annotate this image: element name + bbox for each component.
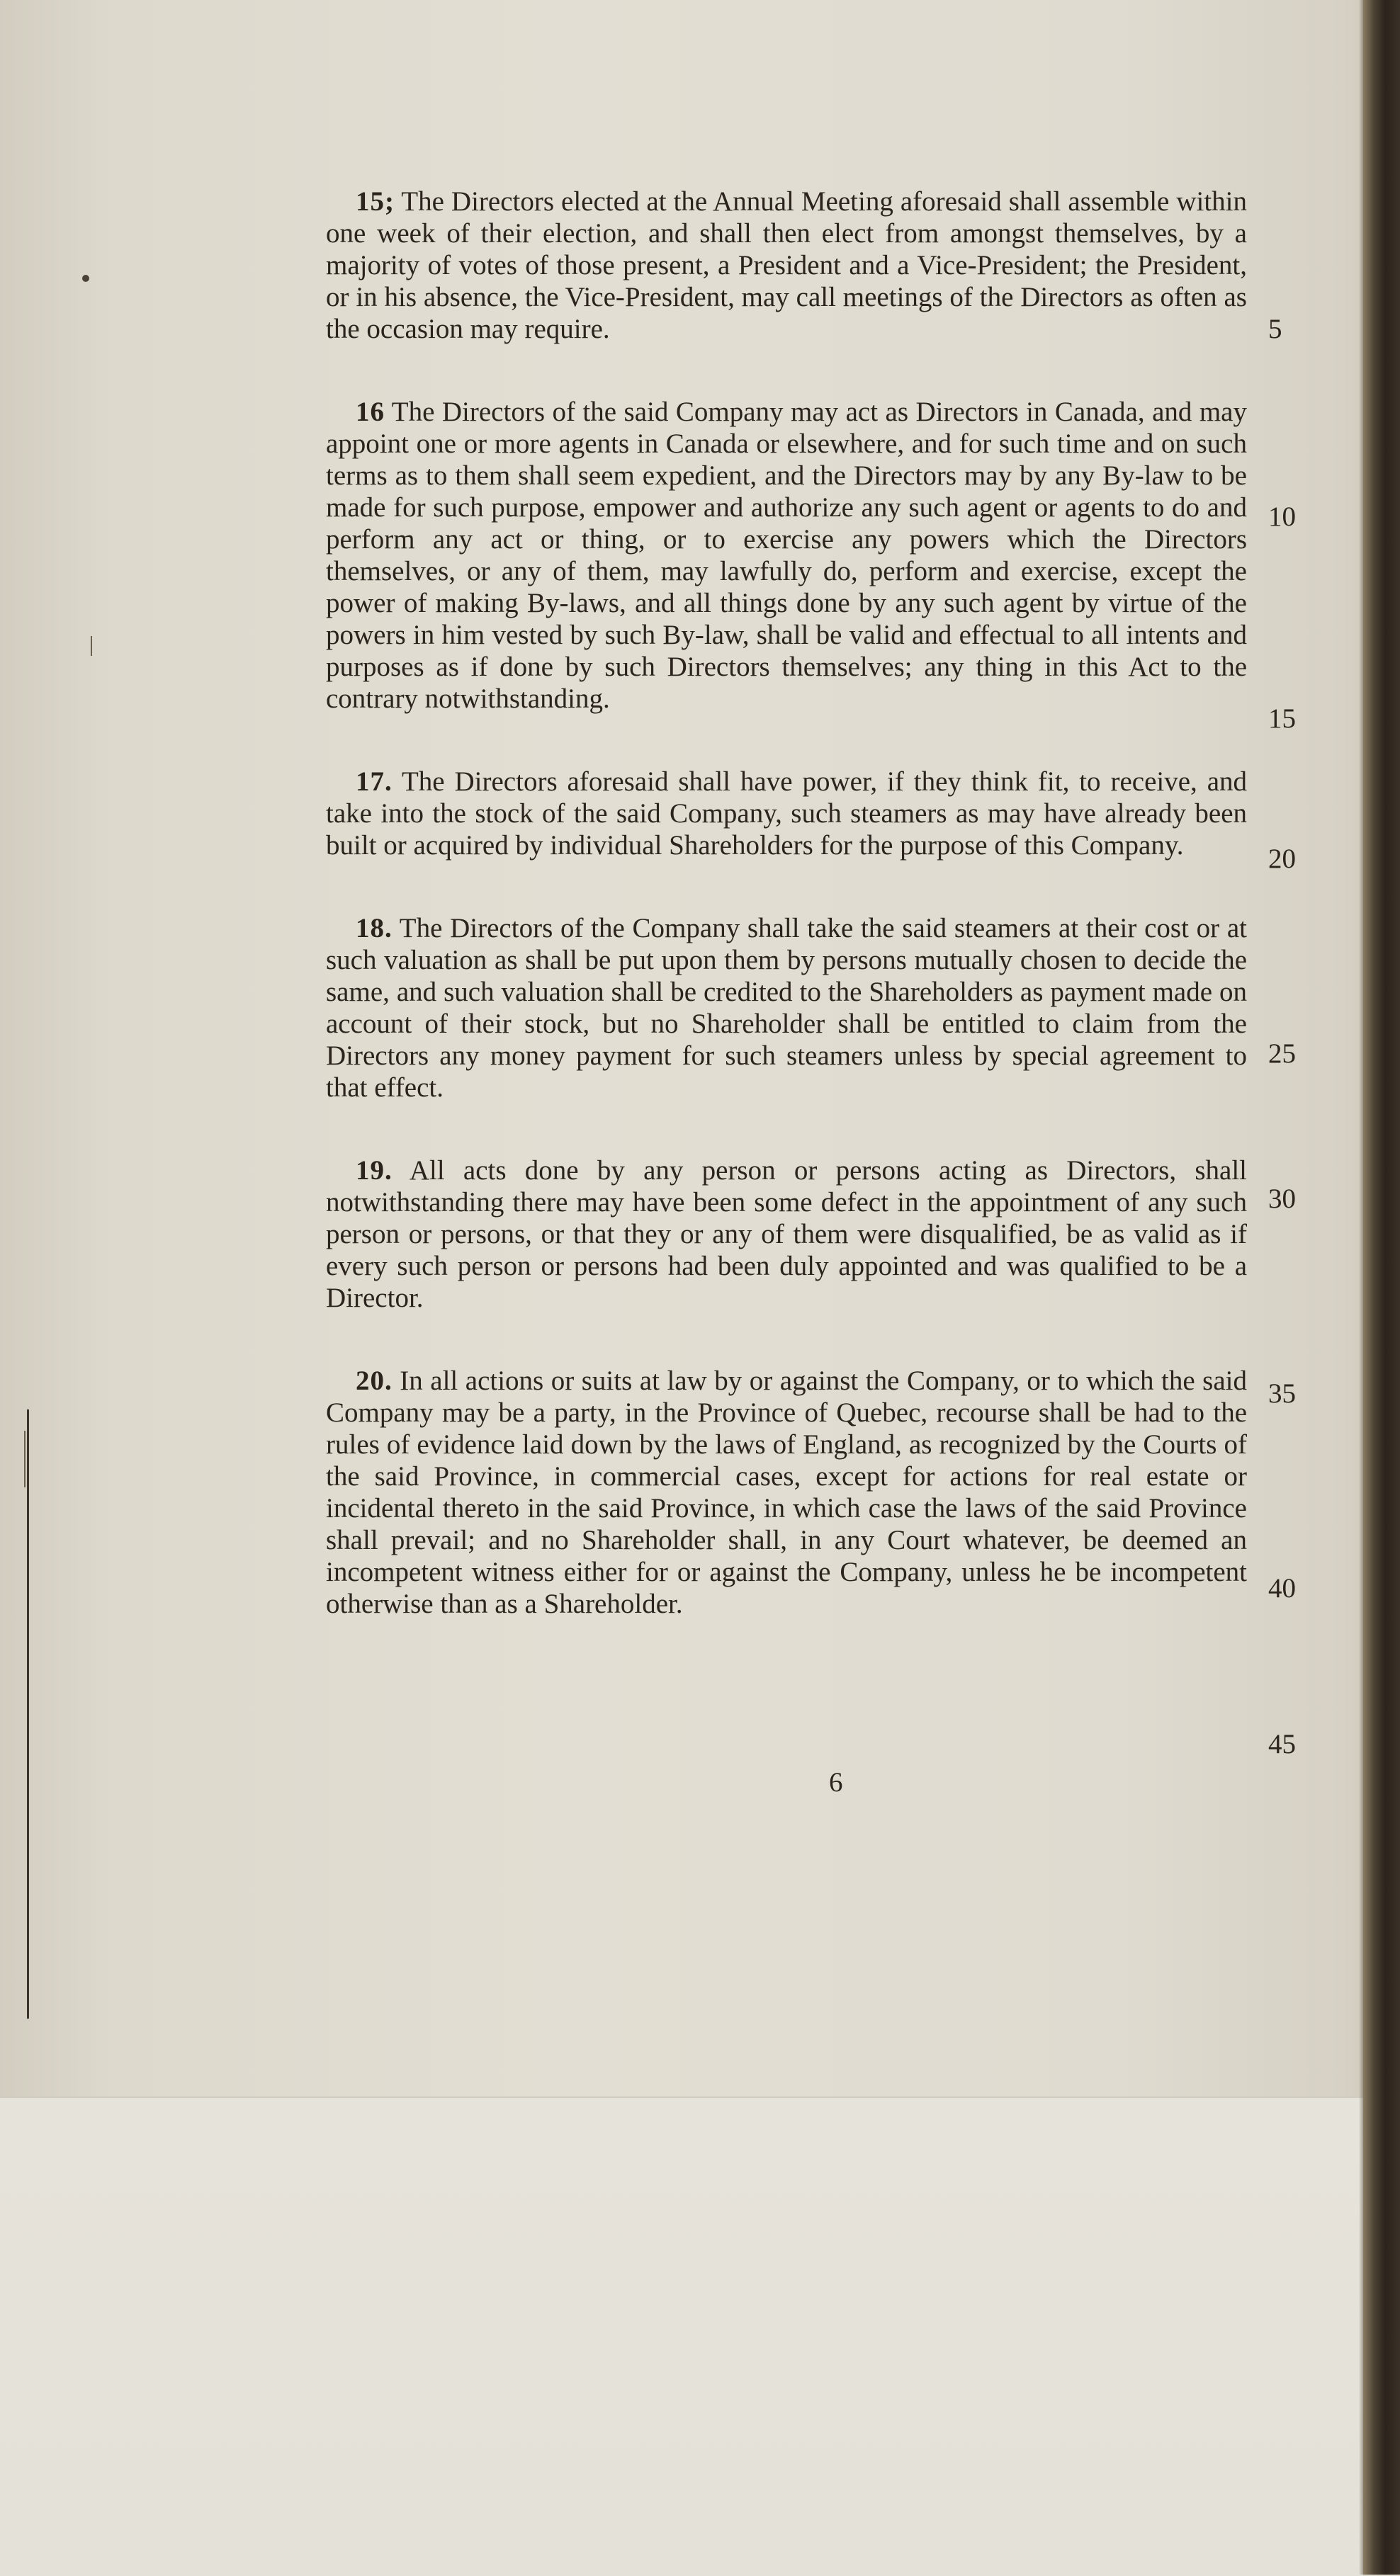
line-number: 35 [1268,1378,1296,1409]
margin-tick [91,636,92,656]
section-body: The Directors aforesaid shall have power, if they think fit, to receive, and take into the stock of the said Company, such steamers as may have already been built or acquired by individual Shareholders for the purpose of this Company. [326,766,1248,861]
line-number: 45 [1268,1729,1296,1759]
line-number: 20 [1268,844,1296,874]
section-15 [326,186,1247,345]
section-body: In all actions or suits at law by or against the Company, or to which the said Company may be a party, in the Province of Quebec, recourse shall be had to the rules of evidence laid down by the laws of England, as recognized by the Courts of the said Province, in commercial cases, except for actions for real estate or incidental thereto in the said Province, in which case the laws of the said Province shall prevail; and no Shareholder shall, in any Court whatever, be deemed an incompetent witness either for or against the Company, unless he be incompetent otherwise than as a Shareholder. [326,1366,1247,1619]
section-body: The Directors of the said Company may act as Directors in Canada, and may appoint one or more agents in Canada or elsewhere, and for such time and on such terms as to them shall seem expedient, and the Directors may by any By-law to be made for such purpose, empower and authorize any such agent or agents to do and perform any act or thing, or to exercise any powers which the Directors themselves, or any of them, may lawfully do, perform and exercise, except the power of making By-laws, and all things done by any such agent by virtue of the powers in him vested by such By-law, shall be valid and effectual to all intents and purposes as if done by such Directors themselves; any thing in this Act to the contrary notwithstanding. [326,397,1247,714]
line-number: 30 [1268,1184,1296,1214]
margin-dot [82,275,89,282]
margin-rule-secondary [24,1431,26,1487]
section-20 [326,1365,1247,1620]
section-body: The Directors elected at the Annual Meeting aforesaid shall assemble within one week of their election, and shall then elect from amongst themselves, by a majority of votes of those present, a President and a Vice-President; the President, or in his absence, the Vice-President, may call meetings of the Directors as often as the occasion may require. [326,186,1247,344]
section-body: All acts done by any person or persons acting as Directors, shall notwithstanding there may have been some defect in the appointment of any such person or persons, or that they or any of them were disqualified, be as valid as if every such person or persons had been duly appointed and was qualified to be a Director. [326,1155,1247,1313]
section-body: The Directors of the Company shall take the said steamers at their cost or at such valuation as shall be put upon them by persons mutually chosen to decide the same, and such valuation shall be credited to the Shareholders as payment made on account of their stock, but no Shareholder shall be entitled to claim from the Directors any money payment for such steamers unless by special agreement to that effect. [326,913,1247,1103]
line-number: 40 [1268,1573,1296,1604]
section-18 [326,912,1247,1103]
section-16 [326,396,1247,715]
section-number: 18. [356,913,393,943]
section-number: 19. [356,1155,393,1186]
section-number: 16 [356,397,385,427]
section-number: 15; [356,186,395,217]
section-17 [326,766,1247,861]
section-19 [326,1154,1247,1314]
section-number: 20. [356,1366,393,1396]
statute-text [326,186,1247,1671]
line-number: 10 [1268,501,1296,532]
line-number: 15 [1268,703,1296,734]
underlying-sheet [0,2096,1363,2576]
page-number: 6 [829,1767,843,1798]
margin-rule [27,1409,29,2019]
book-spine [1363,0,1400,2575]
line-number: 25 [1268,1038,1296,1069]
section-number: 17. [356,766,393,797]
line-number: 5 [1268,314,1282,344]
